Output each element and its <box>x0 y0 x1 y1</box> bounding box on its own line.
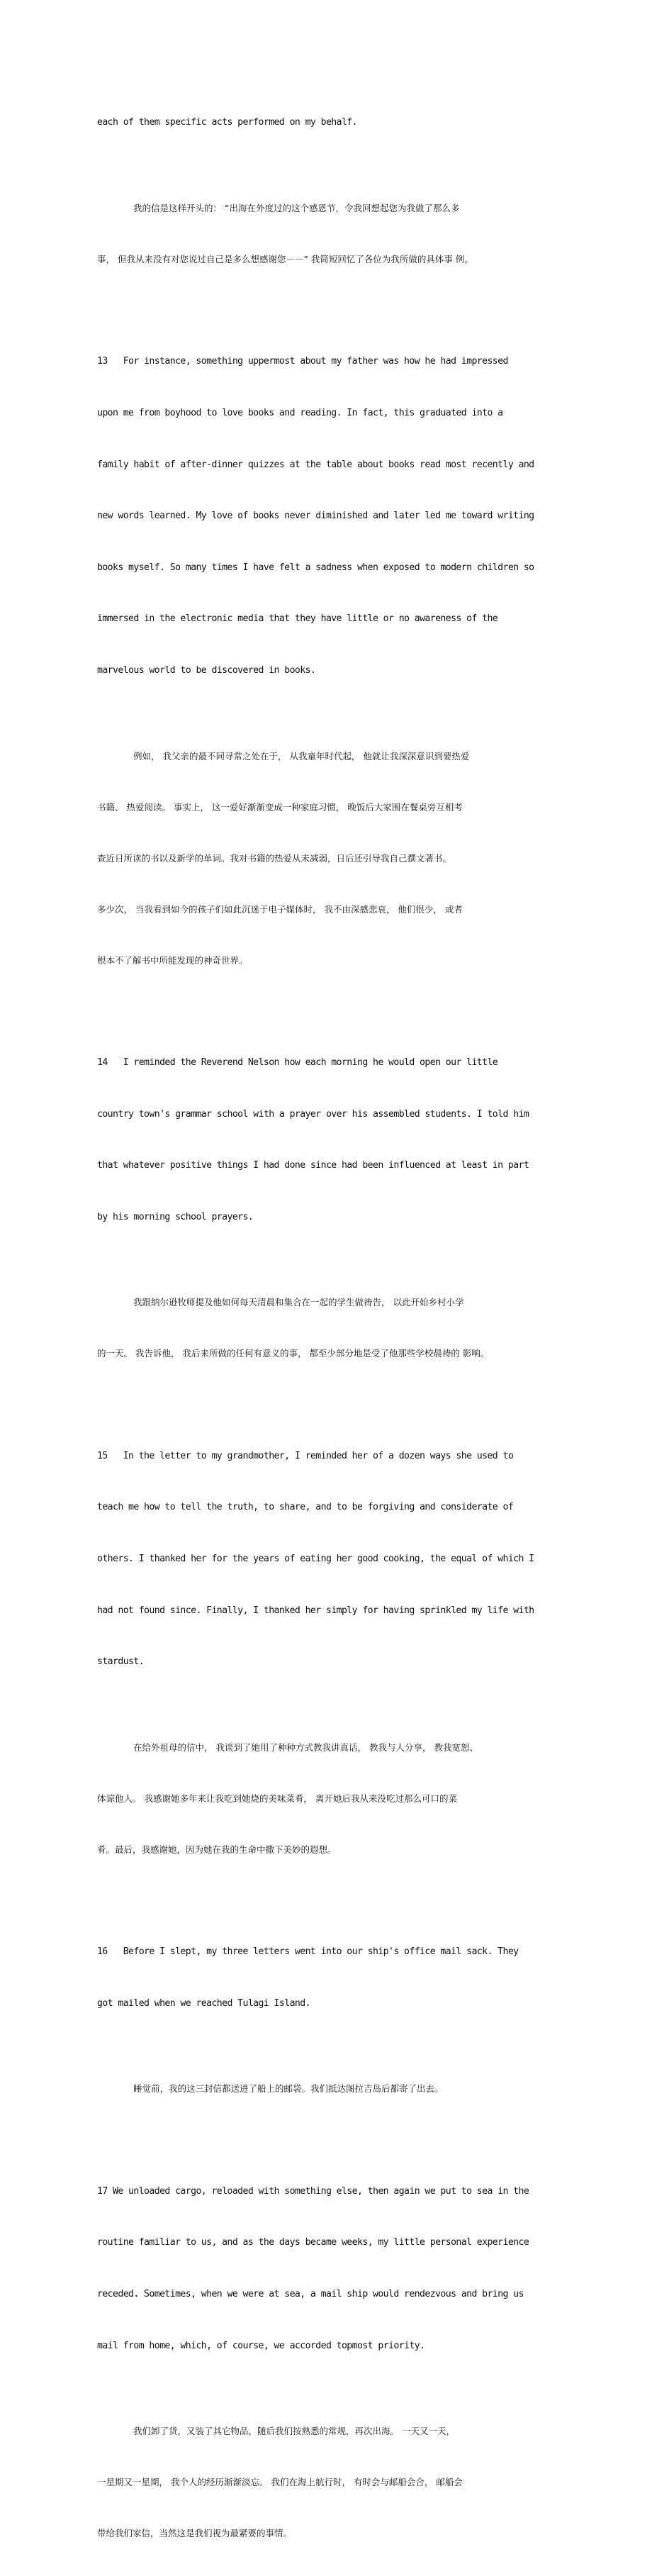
english-text: 14 I reminded the Reverend Nelson how each morning he would open our little country town's grammar school with a prayer over his assembled students. I told him that whatever positive things I had done since had been influenced at least in part by his morning school prayers. <box>97 1056 529 1222</box>
english-text: 15 In the letter to my grandmother, I reminded her of a dozen ways she used to teach me how to tell the truth, to share, and to be forgiving and considerate of others. I thanked her for the years of eating her good cooking, the equal of which I had not found since. Finally, I thanked her simply for having sprinkled my life with stardust. <box>97 1450 534 1668</box>
chinese-translation: 在给外祖母的信中， 我谈到了她用了种种方式教我讲真话， 教我与人分享， 教我宽恕、 体谅他人。 我感谢她多年来让我吃到她烧的美味菜肴， 离开她后我从来没吃过那么可口的菜 肴。最后，我感谢她，因为她在我的生命中撒下美妙的遐想。 <box>97 1741 478 1855</box>
chinese-translation: 我跟纳尔逊牧师提及他如何每天清晨和集合在一起的学生做祷告， 以此开始乡村小学 的一天。 我告诉他， 我后来所做的任何有意义的事， 都至少部分地是受了他那些学校晨祷的 影响。 <box>97 1297 490 1359</box>
document-page <box>97 80 565 2576</box>
paragraph-12-end <box>97 80 565 302</box>
chinese-translation: 我的信是这样开头的： “出海在外度过的这个感恩节，令我回想起您为我做了那么多 事， 但我从来没有对您说过自己是多么想感谢您－－” 我简短回忆了各位为我所做的具体事 例。 <box>97 203 473 264</box>
chinese-translation: 例如， 我父亲的最不同寻常之处在于， 从我童年时代起， 他就让我深深意识到要热爱 书籍、 热爱阅读。 事实上， 这一爱好渐渐变成一种家庭习惯， 晚饭后大家围在餐桌旁互相考 查近日所读的书以及新学的单词。我对书籍的热爱从未减弱，日后还引导我自己撰文著书。 多少次， 当我看到如今的孩子们如此沉迷于电子媒体时， 我不由深感悲哀， 他们很少， 或者 根本不了解书中所能发现的神奇世界。 <box>97 750 470 966</box>
paragraph-14 <box>97 1020 565 1397</box>
chinese-translation: 睡觉前，我的这三封信都送进了船上的邮袋。我们抵达图拉吉岛后都寄了出去。 <box>133 2083 444 2095</box>
chinese-translation: 我们卸了货，又装了其它物品，随后我们按熟悉的常规，再次出海。 一天又一天， 一星期又一星期， 我个人的经历渐渐淡忘。 我们在海上航行时， 有时会与邮船会合， 邮船会 带给我们家信，当然这是我们视为最紧要的事情。 <box>97 2426 463 2539</box>
paragraph-15 <box>97 1413 565 1892</box>
paragraph-16 <box>97 1909 565 2132</box>
paragraph-13 <box>97 319 565 1003</box>
paragraph-17 <box>97 2148 565 2576</box>
english-text: 17 We unloaded cargo, reloaded with something else, then again we put to sea in the routine familiar to us, and as the days became weeks, my little personal experience receded. Sometimes, when we were at sea, a mail ship would rendezvous and bring us mail from home, which, of course, we accorded topmost priority. <box>97 2185 529 2351</box>
english-text: 16 Before I slept, my three letters went into our ship's office mail sack. They got mailed when we reached Tulagi Island. <box>97 1946 519 2009</box>
english-text: each of them specific acts performed on my behalf. <box>97 117 357 128</box>
english-text: 13 For instance, something uppermost about my father was how he had impressed upon me from boyhood to love books and reading. In fact, this graduated into a family habit of after-dinner quizzes at the table about books read most recently and new words learned. My love of books never diminished and later led me toward writing books myself. So many times I have felt a sadness when exposed to modern children so immersed in the electronic media that they have little or no awareness of the marvelous world to be discovered in books. <box>97 356 534 676</box>
